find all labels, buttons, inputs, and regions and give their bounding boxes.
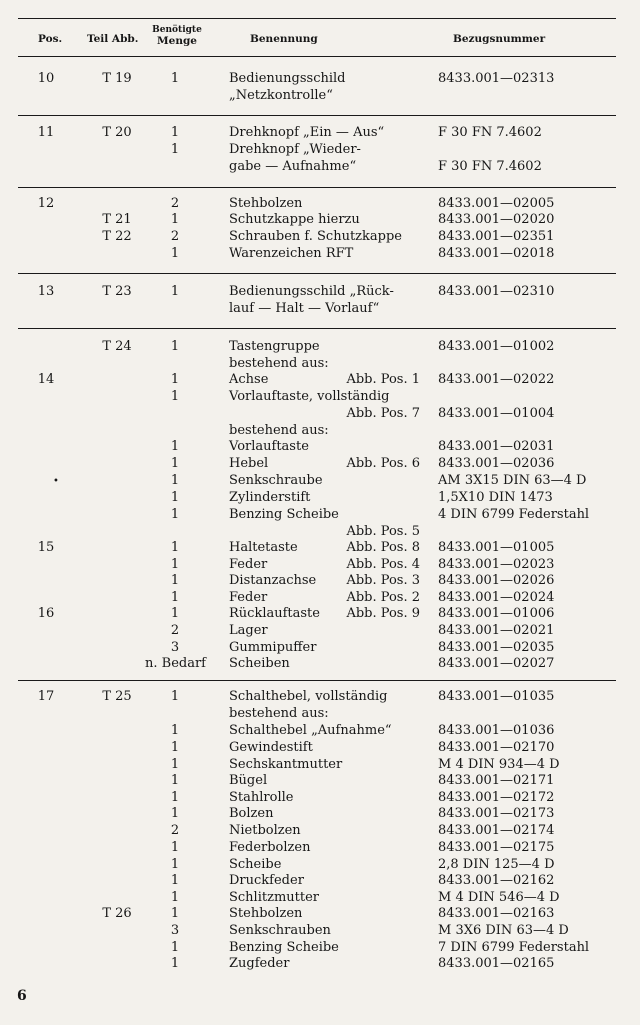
cell-teil: T 22 <box>102 229 132 244</box>
cell-benennung: Scheibe <box>229 857 282 872</box>
cell-abb-pos: Abb. Pos. 9 <box>346 606 420 621</box>
cell-menge: 1 <box>170 857 180 872</box>
cell-benennung: Zylinderstift <box>229 490 311 505</box>
cell-pos: 15 <box>37 540 55 555</box>
cell-bezugsnummer: 7 DIN 6799 Federstahl <box>438 940 590 955</box>
cell-benennung: Scheiben <box>229 656 290 671</box>
cell-bezugsnummer: 4 DIN 6799 Federstahl <box>438 507 590 522</box>
cell-teil: T 19 <box>102 71 132 86</box>
cell-menge: 1 <box>170 439 180 454</box>
cell-benennung: Bügel <box>229 773 268 788</box>
cell-benennung: Vorlauftaste, vollständig <box>229 389 390 404</box>
header-menge <box>152 26 202 46</box>
cell-bezugsnummer: M 3X6 DIN 63—4 D <box>438 923 569 938</box>
cell-bezugsnummer: F 30 FN 7.4602 <box>438 159 542 174</box>
cell-abb-pos: Abb. Pos. 4 <box>346 557 420 572</box>
cell-benennung: Lager <box>229 623 268 638</box>
cell-menge: 2 <box>170 623 180 638</box>
cell-abb-pos: Abb. Pos. 2 <box>346 590 420 605</box>
cell-bezugsnummer: 8433.001—02005 <box>438 196 555 211</box>
cell-benennung: Gummipuffer <box>229 640 317 655</box>
cell-teil: T 20 <box>102 125 132 140</box>
cell-bezugsnummer: 8433.001—02163 <box>438 906 555 921</box>
cell-menge: 1 <box>170 473 180 488</box>
cell-teil: T 24 <box>102 339 132 354</box>
cell-benennung: Warenzeichen RFT <box>229 246 354 261</box>
cell-bezugsnummer: 8433.001—02171 <box>438 773 555 788</box>
cell-teil: T 25 <box>102 689 132 704</box>
cell-bezugsnummer: 8433.001—01004 <box>438 406 555 421</box>
cell-benennung: Senkschraube <box>229 473 323 488</box>
cell-pos: 10 <box>37 71 55 86</box>
cell-menge: 1 <box>170 873 180 888</box>
cell-menge: 3 <box>170 640 180 655</box>
page-number: 6 <box>17 988 27 1004</box>
cell-benennung: Stahlrolle <box>229 790 294 805</box>
cell-benennung: Federbolzen <box>229 840 311 855</box>
cell-bezugsnummer: AM 3X15 DIN 63—4 D <box>438 473 587 488</box>
cell-benennung: Hebel <box>229 456 269 471</box>
group-rule <box>18 115 616 116</box>
cell-teil: T 26 <box>102 906 132 921</box>
group-rule <box>18 328 616 329</box>
cell-pos: 17 <box>37 689 55 704</box>
cell-bezugsnummer: M 4 DIN 934—4 D <box>438 757 560 772</box>
cell-benennung: Schalthebel „Aufnahme“ <box>229 723 392 738</box>
cell-menge: 1 <box>170 806 180 821</box>
cell-benennung: Gewindestift <box>229 740 313 755</box>
cell-bezugsnummer: 8433.001—02021 <box>438 623 555 638</box>
cell-benennung: Nietbolzen <box>229 823 301 838</box>
cell-benennung: Sechskantmutter <box>229 757 343 772</box>
cell-pos: 11 <box>37 125 55 140</box>
cell-menge: 1 <box>170 740 180 755</box>
header-bezug: Bezugsnummer <box>453 33 546 45</box>
cell-benennung: Drehknopf „Ein — Aus“ <box>229 125 385 140</box>
cell-menge: 1 <box>170 723 180 738</box>
cell-bezugsnummer: 8433.001—01005 <box>438 540 555 555</box>
cell-bezugsnummer: 8433.001—02175 <box>438 840 555 855</box>
header-benennung: Benennung <box>250 33 318 45</box>
cell-pos: 16 <box>37 606 55 621</box>
cell-menge: 2 <box>170 196 180 211</box>
cell-bezugsnummer: 8433.001—02174 <box>438 823 555 838</box>
cell-menge: 1 <box>170 840 180 855</box>
cell-menge: 1 <box>170 212 180 227</box>
cell-bezugsnummer: 8433.001—02031 <box>438 439 555 454</box>
cell-menge: 3 <box>170 923 180 938</box>
cell-benennung: Stehbolzen <box>229 196 303 211</box>
cell-bezugsnummer: 8433.001—02310 <box>438 284 555 299</box>
cell-abb-pos: Abb. Pos. 7 <box>346 406 420 421</box>
cell-menge: 1 <box>170 125 180 140</box>
cell-benennung: Achse <box>229 372 269 387</box>
cell-abb-pos: Abb. Pos. 6 <box>346 456 420 471</box>
cell-benennung: Vorlauftaste <box>229 439 309 454</box>
cell-menge: 1 <box>170 790 180 805</box>
cell-bezugsnummer: 8433.001—02313 <box>438 71 555 86</box>
cell-menge: 1 <box>170 757 180 772</box>
cell-benennung: Bolzen <box>229 806 274 821</box>
cell-benennung: Bedienungsschild <box>229 71 346 86</box>
cell-benennung: Stehbolzen <box>229 906 303 921</box>
cell-bezugsnummer: 8433.001—01035 <box>438 689 555 704</box>
cell-benennung: Zugfeder <box>229 956 290 971</box>
header-rule <box>18 56 616 57</box>
cell-pos: 12 <box>37 196 55 211</box>
cell-abb-pos: Abb. Pos. 3 <box>346 573 420 588</box>
cell-bezugsnummer: 1,5X10 DIN 1473 <box>438 490 553 505</box>
cell-bezugsnummer: 8433.001—02170 <box>438 740 555 755</box>
cell-menge: 1 <box>170 906 180 921</box>
cell-bezugsnummer: 8433.001—02027 <box>438 656 555 671</box>
cell-bezugsnummer: 8433.001—02022 <box>438 372 555 387</box>
header-menge-line1: Benötigte <box>152 25 202 35</box>
cell-bezugsnummer: 8433.001—02351 <box>438 229 555 244</box>
cell-bezugsnummer: 8433.001—02165 <box>438 956 555 971</box>
cell-menge: 1 <box>170 389 180 404</box>
cell-menge: 1 <box>170 284 180 299</box>
cell-bezugsnummer: 8433.001—02018 <box>438 246 555 261</box>
stray-mark: • <box>53 476 59 487</box>
cell-benennung: Senkschrauben <box>229 923 331 938</box>
group-rule <box>18 187 616 188</box>
cell-menge: 1 <box>170 246 180 261</box>
cell-menge: 2 <box>170 229 180 244</box>
cell-bezugsnummer: 8433.001—02173 <box>438 806 555 821</box>
cell-benennung: Distanzachse <box>229 573 317 588</box>
cell-benennung: Schalthebel, vollständig <box>229 689 388 704</box>
cell-menge: 1 <box>170 590 180 605</box>
cell-benennung: Schutzkappe hierzu <box>229 212 360 227</box>
cell-benennung: Drehknopf „Wieder- <box>229 142 361 157</box>
cell-bezugsnummer: 8433.001—02024 <box>438 590 555 605</box>
cell-bezugsnummer: 8433.001—02162 <box>438 873 555 888</box>
header-teil: Teil Abb. <box>87 33 139 45</box>
cell-bezugsnummer: 8433.001—02172 <box>438 790 555 805</box>
cell-pos: 13 <box>37 284 55 299</box>
cell-benennung: Druckfeder <box>229 873 304 888</box>
cell-benennung: Haltetaste <box>229 540 298 555</box>
cell-benennung: Feder <box>229 557 268 572</box>
cell-teil: T 23 <box>102 284 132 299</box>
cell-menge: 2 <box>170 823 180 838</box>
cell-menge: n. Bedarf <box>145 656 206 671</box>
cell-abb-pos: Abb. Pos. 5 <box>346 524 420 539</box>
cell-benennung: Schlitzmutter <box>229 890 320 905</box>
cell-menge: 1 <box>170 372 180 387</box>
cell-bezugsnummer: 8433.001—02036 <box>438 456 555 471</box>
cell-menge: 1 <box>170 71 180 86</box>
cell-pos: 14 <box>37 372 55 387</box>
cell-menge: 1 <box>170 956 180 971</box>
cell-bezugsnummer: M 4 DIN 546—4 D <box>438 890 560 905</box>
cell-benennung: Tastengruppe <box>229 339 320 354</box>
header-pos: Pos. <box>38 33 63 45</box>
cell-benennung: Benzing Scheibe <box>229 507 339 522</box>
cell-menge: 1 <box>170 557 180 572</box>
cell-benennung: bestehend aus: <box>229 706 329 721</box>
cell-menge: 1 <box>170 456 180 471</box>
cell-benennung: bestehend aus: <box>229 356 329 371</box>
group-rule <box>18 273 616 274</box>
cell-benennung: Feder <box>229 590 268 605</box>
cell-menge: 1 <box>170 940 180 955</box>
cell-bezugsnummer: 8433.001—02026 <box>438 573 555 588</box>
cell-bezugsnummer: 8433.001—01002 <box>438 339 555 354</box>
cell-benennung: Benzing Scheibe <box>229 940 339 955</box>
group-rule <box>18 680 616 681</box>
cell-bezugsnummer: F 30 FN 7.4602 <box>438 125 542 140</box>
cell-teil: T 21 <box>102 212 132 227</box>
cell-benennung: gabe — Aufnahme“ <box>229 159 357 174</box>
cell-benennung: Schrauben f. Schutzkappe <box>229 229 402 244</box>
cell-abb-pos: Abb. Pos. 1 <box>346 372 420 387</box>
cell-menge: 1 <box>170 890 180 905</box>
cell-menge: 1 <box>170 573 180 588</box>
cell-benennung: Bedienungsschild „Rück- <box>229 284 394 299</box>
cell-bezugsnummer: 8433.001—02023 <box>438 557 555 572</box>
cell-benennung: „Netzkontrolle“ <box>229 88 333 103</box>
cell-menge: 1 <box>170 540 180 555</box>
cell-bezugsnummer: 2,8 DIN 125—4 D <box>438 857 555 872</box>
cell-abb-pos: Abb. Pos. 8 <box>346 540 420 555</box>
cell-bezugsnummer: 8433.001—01006 <box>438 606 555 621</box>
top-rule <box>18 18 616 19</box>
cell-menge: 1 <box>170 507 180 522</box>
cell-menge: 1 <box>170 773 180 788</box>
cell-menge: 1 <box>170 490 180 505</box>
header-menge-line2: Menge <box>157 35 197 47</box>
cell-menge: 1 <box>170 339 180 354</box>
cell-menge: 1 <box>170 142 180 157</box>
cell-menge: 1 <box>170 689 180 704</box>
cell-bezugsnummer: 8433.001—02035 <box>438 640 555 655</box>
cell-benennung: Rücklauftaste <box>229 606 320 621</box>
cell-menge: 1 <box>170 606 180 621</box>
cell-bezugsnummer: 8433.001—02020 <box>438 212 555 227</box>
cell-bezugsnummer: 8433.001—01036 <box>438 723 555 738</box>
cell-benennung: lauf — Halt — Vorlauf“ <box>229 301 380 316</box>
cell-benennung: bestehend aus: <box>229 423 329 438</box>
